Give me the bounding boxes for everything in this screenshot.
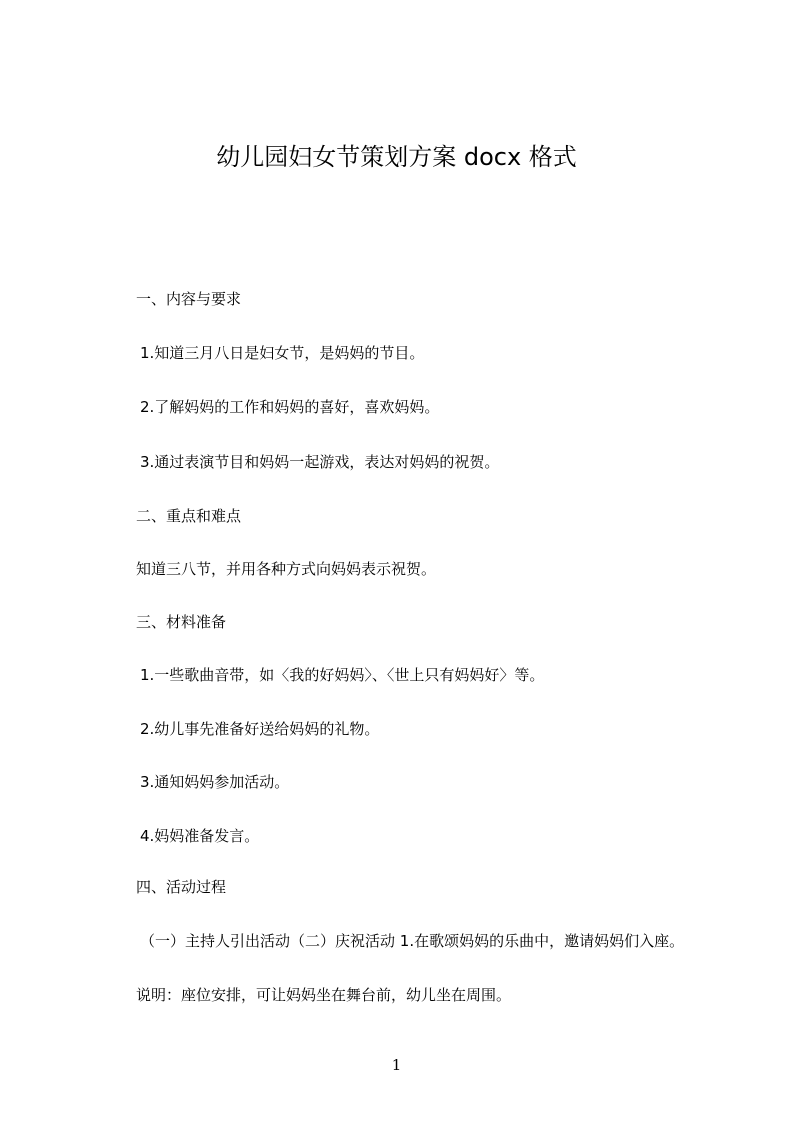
material-item-2: 2.幼儿事先准备好送给妈妈的礼物。 [140, 720, 380, 738]
document-title: 幼儿园妇女节策划方案 docx 格式 [216, 143, 577, 171]
requirement-item-3: 3.通过表演节目和妈妈一起游戏，表达对妈妈的祝贺。 [140, 453, 500, 471]
seating-note: 说明：座位安排，可让妈妈坐在舞台前，幼儿坐在周围。 [136, 986, 512, 1004]
section-heading-process: 四、活动过程 [136, 878, 227, 896]
section-heading-materials: 三、材料准备 [136, 613, 227, 631]
requirement-item-1: 1.知道三月八日是妇女节，是妈妈的节目。 [140, 344, 425, 362]
key-points-paragraph: 知道三八节，并用各种方式向妈妈表示祝贺。 [136, 560, 437, 578]
page-number: 1 [391, 1056, 402, 1074]
section-heading-key-points: 二、重点和难点 [136, 507, 242, 525]
material-item-1: 1.一些歌曲音带，如〈我的好妈妈〉、〈世上只有妈妈好〉等。 [140, 666, 545, 684]
section-heading-content-requirements: 一、内容与要求 [136, 290, 242, 308]
requirement-item-2: 2.了解妈妈的工作和妈妈的喜好，喜欢妈妈。 [140, 398, 440, 416]
material-item-3: 3.通知妈妈参加活动。 [140, 773, 290, 791]
process-paragraph: （一）主持人引出活动（二）庆祝活动 1.在歌颂妈妈的乐曲中，邀请妈妈们入座。 [140, 932, 685, 950]
material-item-4: 4.妈妈准备发言。 [140, 827, 260, 845]
